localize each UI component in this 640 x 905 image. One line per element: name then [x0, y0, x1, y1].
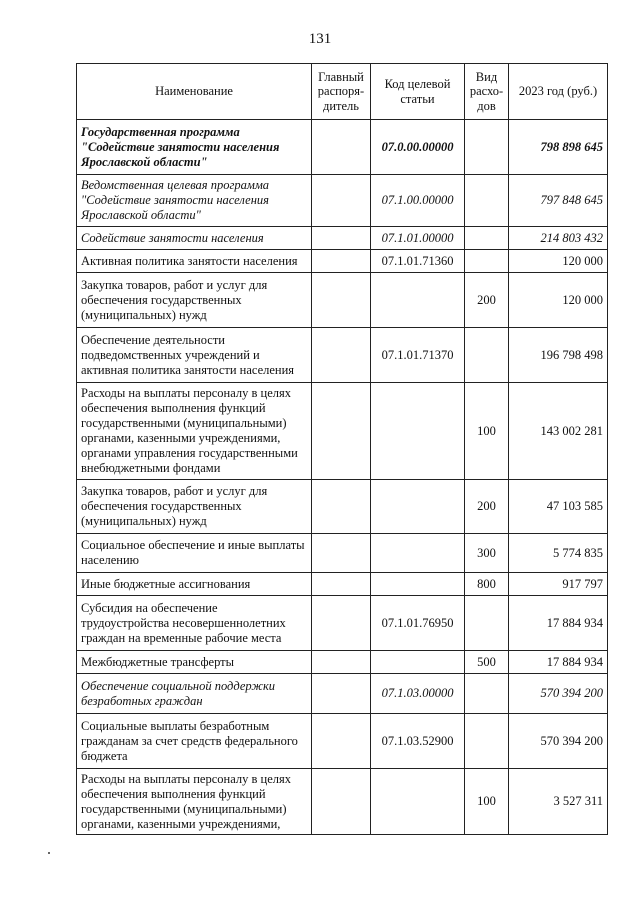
- row-manager: [312, 383, 371, 480]
- row-amount: 797 848 645: [509, 175, 608, 227]
- page-number: 131: [308, 31, 332, 47]
- row-manager: [312, 273, 371, 328]
- row-name: Обеспечение деятельности подведомственных учреждений и активная политика занятости населения: [77, 328, 312, 383]
- table-row: [77, 328, 608, 383]
- table-row: [77, 120, 608, 175]
- table-row: [77, 651, 608, 674]
- row-code: 07.1.03.00000: [371, 674, 465, 714]
- row-manager: [312, 120, 371, 175]
- row-manager: [312, 328, 371, 383]
- row-code: [371, 651, 465, 674]
- table-row: [77, 769, 608, 835]
- row-manager: [312, 175, 371, 227]
- row-name: Социальное обеспечение и иные выплаты населению: [77, 534, 312, 573]
- row-manager: [312, 480, 371, 534]
- row-expense-type: 200: [465, 480, 509, 534]
- row-code: [371, 480, 465, 534]
- row-code: 07.1.01.71370: [371, 328, 465, 383]
- row-amount: 17 884 934: [509, 651, 608, 674]
- row-amount: 570 394 200: [509, 714, 608, 769]
- row-code: [371, 534, 465, 573]
- row-name: Иные бюджетные ассигнования: [77, 573, 312, 596]
- table-row: [77, 573, 608, 596]
- table-row: [77, 227, 608, 250]
- table-row: [77, 534, 608, 573]
- row-manager: [312, 250, 371, 273]
- row-amount: 17 884 934: [509, 596, 608, 651]
- row-expense-type: [465, 175, 509, 227]
- row-name: Ведомственная целевая программа "Содействие занятости населения Ярославской области": [77, 175, 312, 227]
- row-code: 07.1.00.00000: [371, 175, 465, 227]
- header-amount: 2023 год (руб.): [509, 64, 608, 120]
- table-row: [77, 250, 608, 273]
- row-expense-type: 200: [465, 273, 509, 328]
- table-row: [77, 674, 608, 714]
- table-row: [77, 273, 608, 328]
- header-expense-type: Вид расхо-дов: [465, 64, 509, 120]
- row-amount: 570 394 200: [509, 674, 608, 714]
- row-expense-type: 100: [465, 383, 509, 480]
- row-code: 07.1.01.00000: [371, 227, 465, 250]
- row-amount: 798 898 645: [509, 120, 608, 175]
- row-code: [371, 273, 465, 328]
- row-manager: [312, 573, 371, 596]
- row-expense-type: 800: [465, 573, 509, 596]
- row-expense-type: [465, 328, 509, 383]
- row-manager: [312, 534, 371, 573]
- row-code: 07.0.00.00000: [371, 120, 465, 175]
- row-expense-type: [465, 714, 509, 769]
- row-expense-type: 100: [465, 769, 509, 835]
- row-amount: 196 798 498: [509, 328, 608, 383]
- row-expense-type: [465, 120, 509, 175]
- row-name: Закупка товаров, работ и услуг для обеспечения государственных (муниципальных) нужд: [77, 273, 312, 328]
- row-name: Расходы на выплаты персоналу в целях обеспечения выполнения функций государственными (муниципальными) органами, казенными учреждениями, органами управления государственными внебюджетными фондами: [77, 383, 312, 480]
- row-amount: 47 103 585: [509, 480, 608, 534]
- row-name: Содействие занятости населения: [77, 227, 312, 250]
- row-expense-type: [465, 596, 509, 651]
- row-expense-type: 300: [465, 534, 509, 573]
- header-code: Код целевой статьи: [371, 64, 465, 120]
- row-manager: [312, 651, 371, 674]
- row-manager: [312, 227, 371, 250]
- row-amount: 120 000: [509, 250, 608, 273]
- row-expense-type: 500: [465, 651, 509, 674]
- budget-table: [76, 63, 608, 835]
- row-amount: 214 803 432: [509, 227, 608, 250]
- row-expense-type: [465, 227, 509, 250]
- row-name: Государственная программа "Содействие занятости населения Ярославской области": [77, 120, 312, 175]
- table-row: [77, 596, 608, 651]
- table-header-row: [77, 64, 608, 120]
- table-row: [77, 175, 608, 227]
- row-name: Закупка товаров, работ и услуг для обеспечения государственных (муниципальных) нужд: [77, 480, 312, 534]
- row-name: Обеспечение социальной поддержки безработных граждан: [77, 674, 312, 714]
- row-code: 07.1.01.76950: [371, 596, 465, 651]
- row-manager: [312, 769, 371, 835]
- row-name: Межбюджетные трансферты: [77, 651, 312, 674]
- header-manager: Главный распоря-дитель: [312, 64, 371, 120]
- row-name: Расходы на выплаты персоналу в целях обеспечения выполнения функций государственными (муниципальными) органами, казенными учреждениями,: [77, 769, 312, 835]
- row-code: [371, 573, 465, 596]
- row-name: Активная политика занятости населения: [77, 250, 312, 273]
- row-amount: 917 797: [509, 573, 608, 596]
- row-code: [371, 383, 465, 480]
- row-expense-type: [465, 674, 509, 714]
- row-amount: 120 000: [509, 273, 608, 328]
- row-code: [371, 769, 465, 835]
- row-manager: [312, 714, 371, 769]
- row-name: Социальные выплаты безработным гражданам за счет средств федерального бюджета: [77, 714, 312, 769]
- row-code: 07.1.01.71360: [371, 250, 465, 273]
- scan-speck: [48, 852, 50, 854]
- row-amount: 5 774 835: [509, 534, 608, 573]
- table-row: [77, 714, 608, 769]
- row-name: Субсидия на обеспечение трудоустройства несовершеннолетних граждан на временные рабочие места: [77, 596, 312, 651]
- table-row: [77, 480, 608, 534]
- header-name: Наименование: [77, 64, 312, 120]
- table-row: [77, 383, 608, 480]
- row-expense-type: [465, 250, 509, 273]
- row-manager: [312, 674, 371, 714]
- row-manager: [312, 596, 371, 651]
- row-amount: 3 527 311: [509, 769, 608, 835]
- row-amount: 143 002 281: [509, 383, 608, 480]
- row-code: 07.1.03.52900: [371, 714, 465, 769]
